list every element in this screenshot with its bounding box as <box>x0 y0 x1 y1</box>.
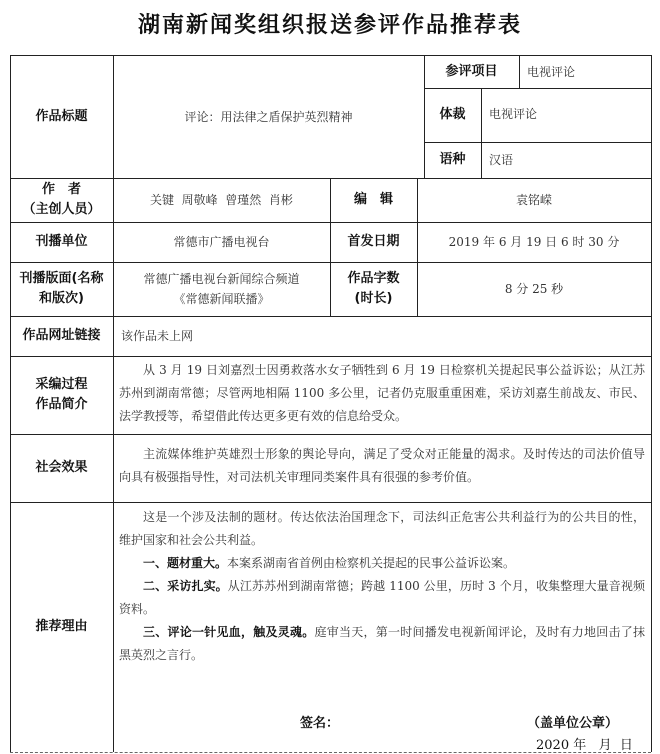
signature-label: 签名： <box>300 716 340 731</box>
process-label <box>10 356 113 434</box>
word-count-label-line1: 作品字数 <box>347 271 400 286</box>
word-count-label-line2: (时长) <box>354 291 393 306</box>
reason-point-1-heading: 一、题材重大。 <box>143 556 228 570</box>
editor-label: 编 辑 <box>353 192 393 207</box>
reason-intro: 这是一个涉及法制的题材。传达依法治国理念下，司法纠正危害公共利益行为的公共目的性，维护国家和社会公共利益。 <box>119 510 645 547</box>
effect-paragraph: 主流媒体维护英雄烈士形象的舆论导向，满足了受众对正能量的渴求。及时传达的司法价值导向具有极强指导性，对司法机关审理同类案件具有很强的参考价值。 <box>119 447 645 484</box>
page-value-line2: 《常德新闻联播》 <box>173 292 270 306</box>
process-paragraph: 从 3 月 19 日刘嘉烈士因勇救落水女子牺牲到 6 月 19 日检察机关提起民事公益诉讼；从江苏苏州到湖南常德；尽管两地相隔 1100 多公里，记者仍克服重重困难，采访刘嘉生前战友、市民、法学教授等，希望借此传达更多更有效的信息给受众。 <box>119 363 645 423</box>
title-label: 作品标题 <box>35 108 88 124</box>
editor-value: 袁铭嵘 <box>515 193 552 207</box>
author-label-line2: （主创人员） <box>22 202 101 217</box>
reason-point-3-heading: 三、评论一针见血，触及灵魂。 <box>143 625 315 639</box>
reason-point-2-heading: 二、采访扎实。 <box>143 579 228 593</box>
page-value <box>113 262 330 316</box>
reason-point-2-text: 从江苏苏州到湖南常德；跨越 1100 公里，历时 3 个月，收集整理大量音视频资料。 <box>119 579 645 616</box>
publish-date-value: 2019 年 6 月 19 日 6 时 30 分 <box>448 235 620 249</box>
unit-label: 刊播单位 <box>35 234 88 249</box>
stamp-label: （盖单位公章） <box>527 716 619 731</box>
process-label-line1: 采编过程 <box>35 377 88 392</box>
genre-value: 电视评论 <box>489 107 538 121</box>
genre-label: 体裁 <box>439 107 466 122</box>
word-count-label <box>330 262 417 316</box>
process-text <box>119 359 645 428</box>
unit-value: 常德市广播电视台 <box>173 235 270 249</box>
reason-point-1 <box>119 552 645 575</box>
url-value: 该作品未上网 <box>121 329 194 343</box>
process-label-line2: 作品简介 <box>35 397 88 412</box>
reason-point-3-text: 庭审当天，第一时间播发电视新闻评论，及时有力地回击了抹黑英烈之言行。 <box>119 625 645 662</box>
page-label-line2: 和版次) <box>39 291 84 306</box>
word-count-value: 8 分 25 秒 <box>504 282 564 296</box>
url-label: 作品网址链接 <box>22 328 101 343</box>
reason-text <box>119 506 645 667</box>
publish-date-label: 首发日期 <box>347 234 400 249</box>
reason-point-2 <box>119 575 645 621</box>
page-value-line1: 常德广播电视台新闻综合频道 <box>143 272 300 286</box>
language-label: 语种 <box>439 152 466 167</box>
page-label-line1: 刊播版面(名称 <box>19 271 104 286</box>
effect-label: 社会效果 <box>35 460 88 475</box>
effect-text <box>119 443 645 489</box>
title-value: 评论：用法律之盾保护英烈精神 <box>184 109 353 124</box>
language-value: 汉语 <box>489 153 514 167</box>
sign-date: 2020 年 月 日 <box>536 738 633 753</box>
author-value: 关键 周敬峰 曾瑾然 肖彬 <box>150 193 293 207</box>
project-label: 参评项目 <box>445 63 498 79</box>
reason-point-1-text: 本案系湖南省首例由检察机关提起的民事公益诉讼案。 <box>227 556 516 570</box>
author-label-line1: 作 者 <box>41 182 81 197</box>
project-value: 电视评论 <box>527 64 576 79</box>
page-title: 湖南新闻奖组织报送参评作品推荐表 <box>137 13 522 38</box>
author-label <box>10 178 113 222</box>
reason-label: 推荐理由 <box>35 619 88 634</box>
page-label <box>10 262 113 316</box>
reason-point-3 <box>119 621 645 667</box>
